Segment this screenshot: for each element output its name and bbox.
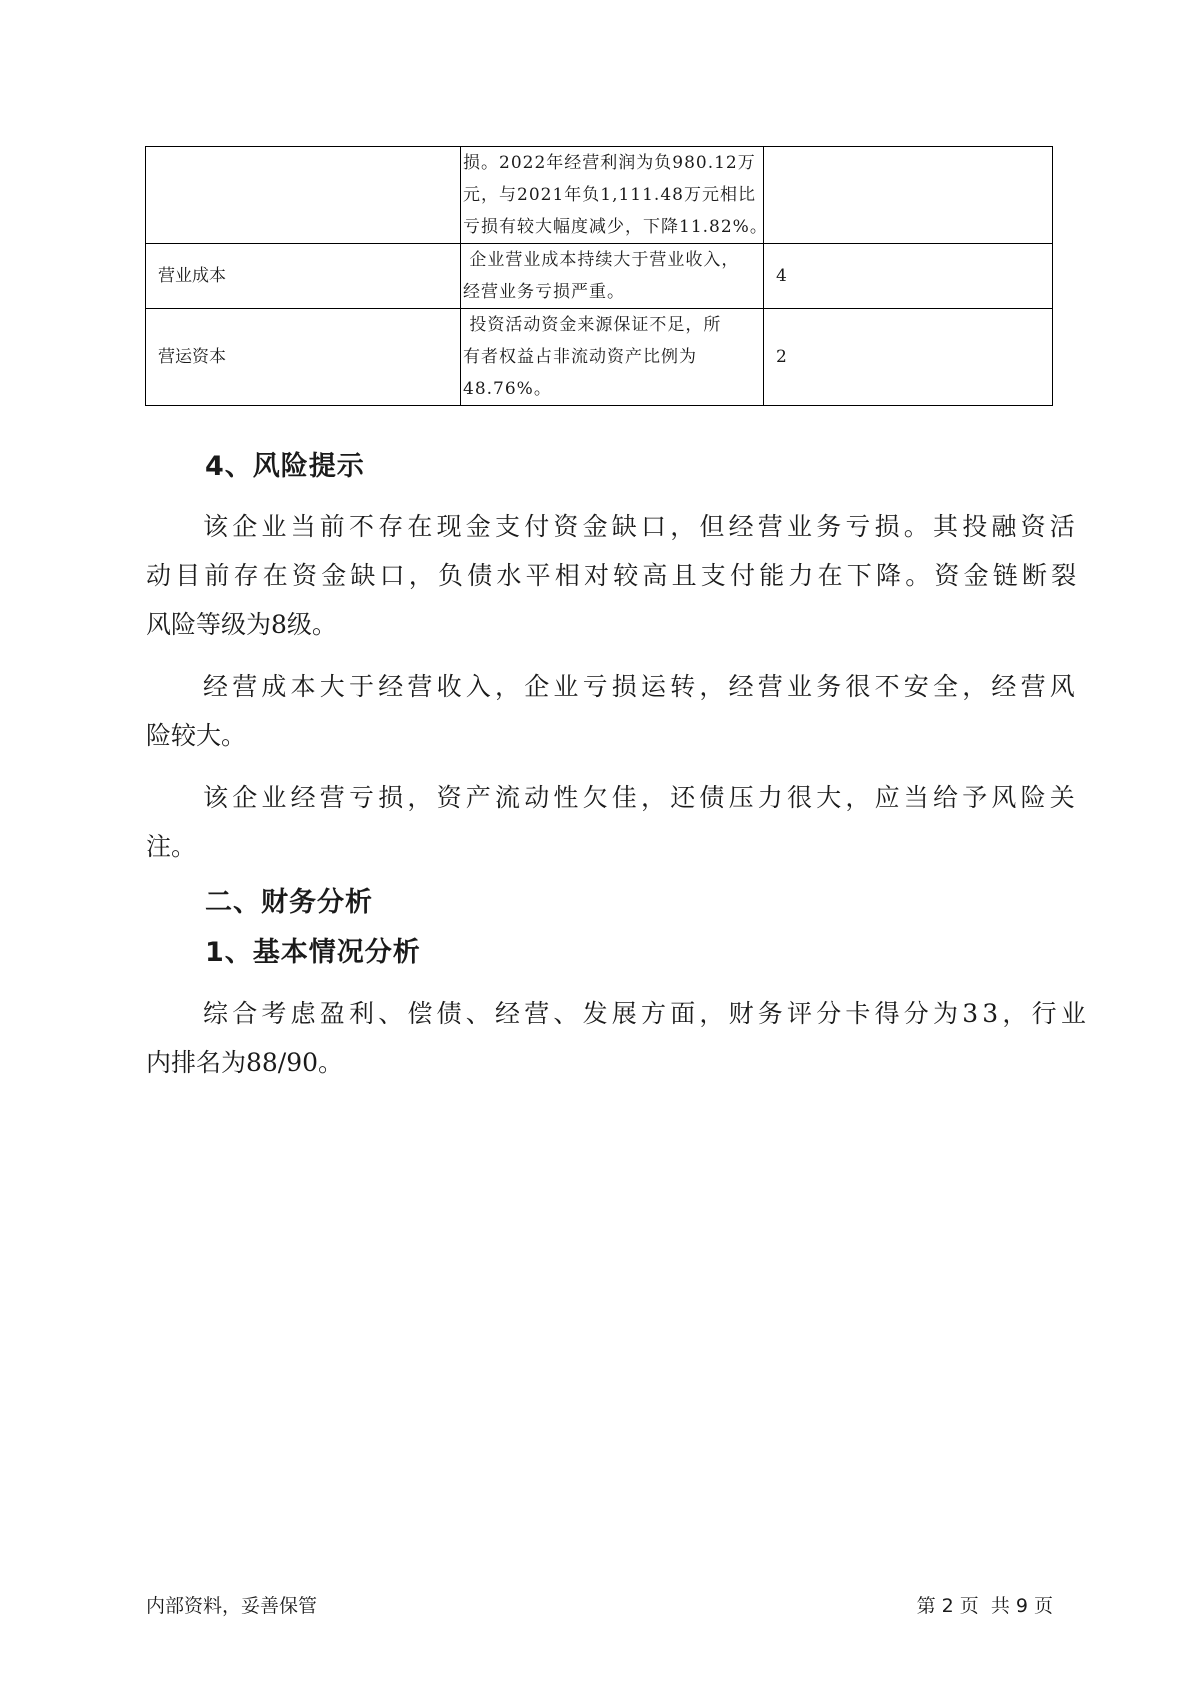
table-row [146, 309, 1053, 406]
risk-table [145, 146, 1053, 406]
table-cell-score: 4 [764, 244, 1053, 309]
table-cell-item [146, 147, 461, 244]
table-cell-item: 营运资本 [146, 309, 461, 406]
table-cell-description: 损。2022年经营利润为负980.12万 元，与2021年负1,111.48万元相比 亏损有较大幅度减少，下降11.82%。 [461, 147, 764, 244]
table-cell-description: 投资活动资金来源保证不足，所 有者权益占非流动资产比例为 48.76%。 [461, 309, 764, 406]
subsection-heading-basic: 1、基本情况分析 [205, 937, 421, 968]
table-row [146, 147, 1053, 244]
footer-confidential-note: 内部资料，妥善保管 [146, 1595, 318, 1617]
table-cell-description: 企业营业成本持续大于营业收入， 经营业务亏损严重。 [461, 244, 764, 309]
table-cell-score: 2 [764, 309, 1053, 406]
section-heading-risk: 4、风险提示 [205, 451, 365, 482]
paragraph-risk-1: 该企业当前不存在现金支付资金缺口，但经营业务亏损。其投融资活 动目前存在资金缺口，负债水平相对较高且支付能力在下降。资金链断裂 风险等级为8级。 [146, 512, 1081, 639]
section-heading-finance: 二、财务分析 [205, 887, 373, 918]
table-cell-item: 营业成本 [146, 244, 461, 309]
footer-page-number: 第 2 页 共 9 页 [916, 1595, 1053, 1617]
table-cell-score [764, 147, 1053, 244]
table-row [146, 244, 1053, 309]
paragraph-risk-3: 该企业经营亏损，资产流动性欠佳，还债压力很大，应当给予风险关 注。 [146, 783, 1080, 861]
paragraph-risk-2: 经营成本大于经营收入，企业亏损运转，经营业务很不安全，经营风 险较大。 [146, 672, 1080, 750]
paragraph-finance-1: 综合考虑盈利、偿债、经营、发展方面，财务评分卡得分为33，行业 内排名为88/90。 [146, 999, 1091, 1077]
